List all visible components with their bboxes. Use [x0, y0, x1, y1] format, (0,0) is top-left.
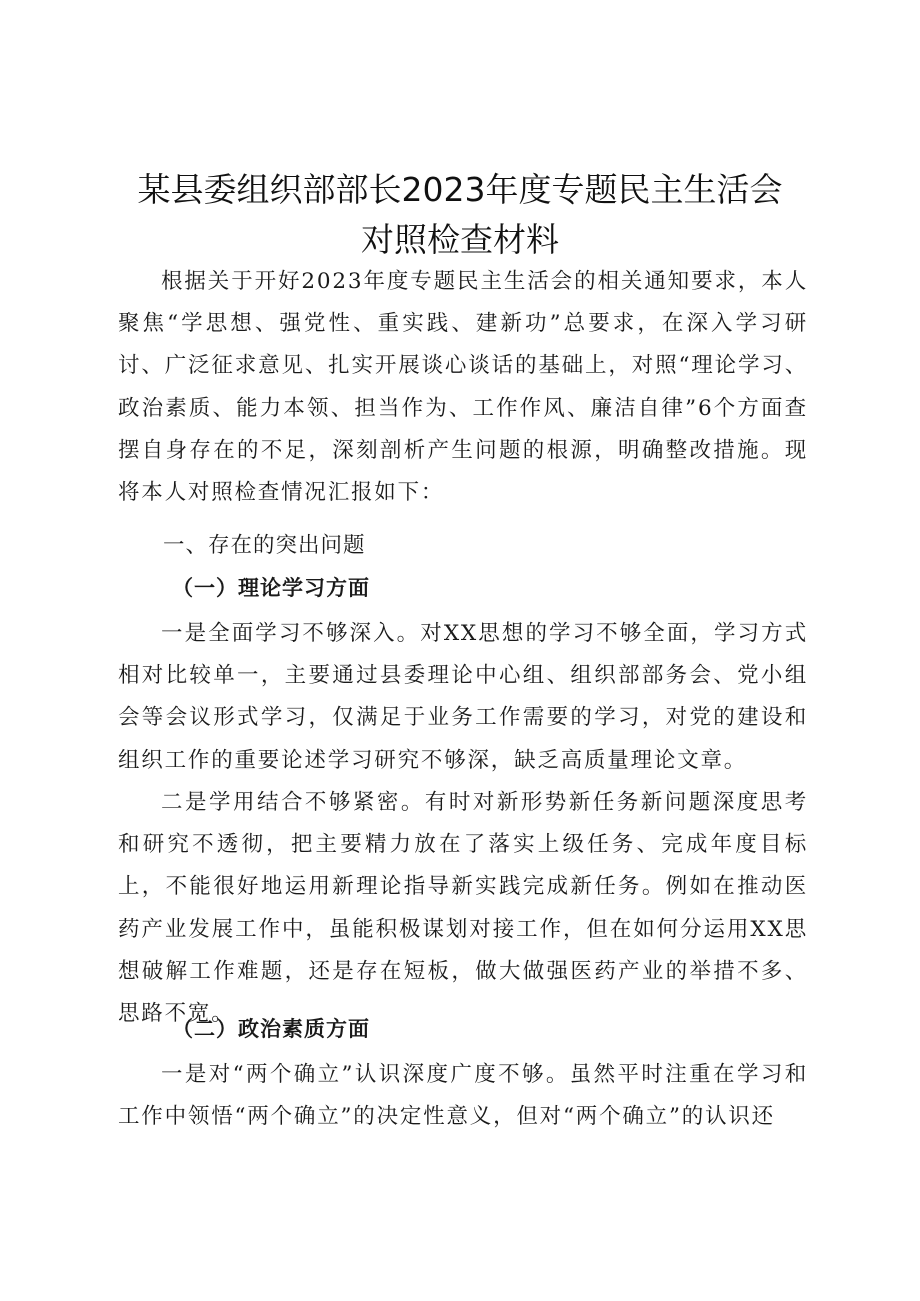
theory-paragraph-1: 一是全面学习不够深入。对XX思想的学习不够全面，学习方式相对比较单一，主要通过县委理论中心组、组织部部务会、党小组会等会议形式学习，仅满足于业务工作需要的学习，对党的建设和组织工作的重要论述学习研究不够深，缺乏高质量理论文章。 [118, 621, 808, 773]
subsection-heading-theory: （一）理论学习方面 [172, 575, 370, 600]
theory-paragraph-2: 二是学用结合不够紧密。有时对新形势新任务新问题深度思考和研究不透彻，把主要精力放在了落实上级任务、完成年度目标上，不能很好地运用新理论指导新实践完成新任务。例如在推动医药产业发展工作中，虽能积极谋划对接工作，但在如何分运用XX思想破解工作难题，还是存在短板，做大做强医药产业的举措不多、思路不宽。 [118, 790, 808, 1027]
politics-paragraph-1: 一是对“两个确立”认识深度广度不够。虽然平时注重在学习和工作中领悟“两个确立”的决定性意义，但对“两个确立”的认识还 [118, 1062, 808, 1130]
subsection-heading-politics: （二）政治素质方面 [172, 1016, 370, 1041]
document-title-line-1: 某县委组织部部长2023年度专题民主生活会 [137, 170, 783, 209]
document-title-line-2: 对照检查材料 [361, 220, 559, 259]
intro-paragraph: 根据关于开好2023年度专题民主生活会的相关通知要求，本人聚焦“学思想、强党性、重实践、建新功”总要求，在深入学习研讨、广泛征求意见、扎实开展谈心谈话的基础上，对照“理论学习、政治素质、能力本领、担当作为、工作作风、廉洁自律”6个方面查摆自身存在的不足，深刻剖析产生问题的根源，明确整改措施。现将本人对照检查情况汇报如下： [118, 269, 808, 506]
section-heading-problems: 一、存在的突出问题 [163, 533, 366, 558]
